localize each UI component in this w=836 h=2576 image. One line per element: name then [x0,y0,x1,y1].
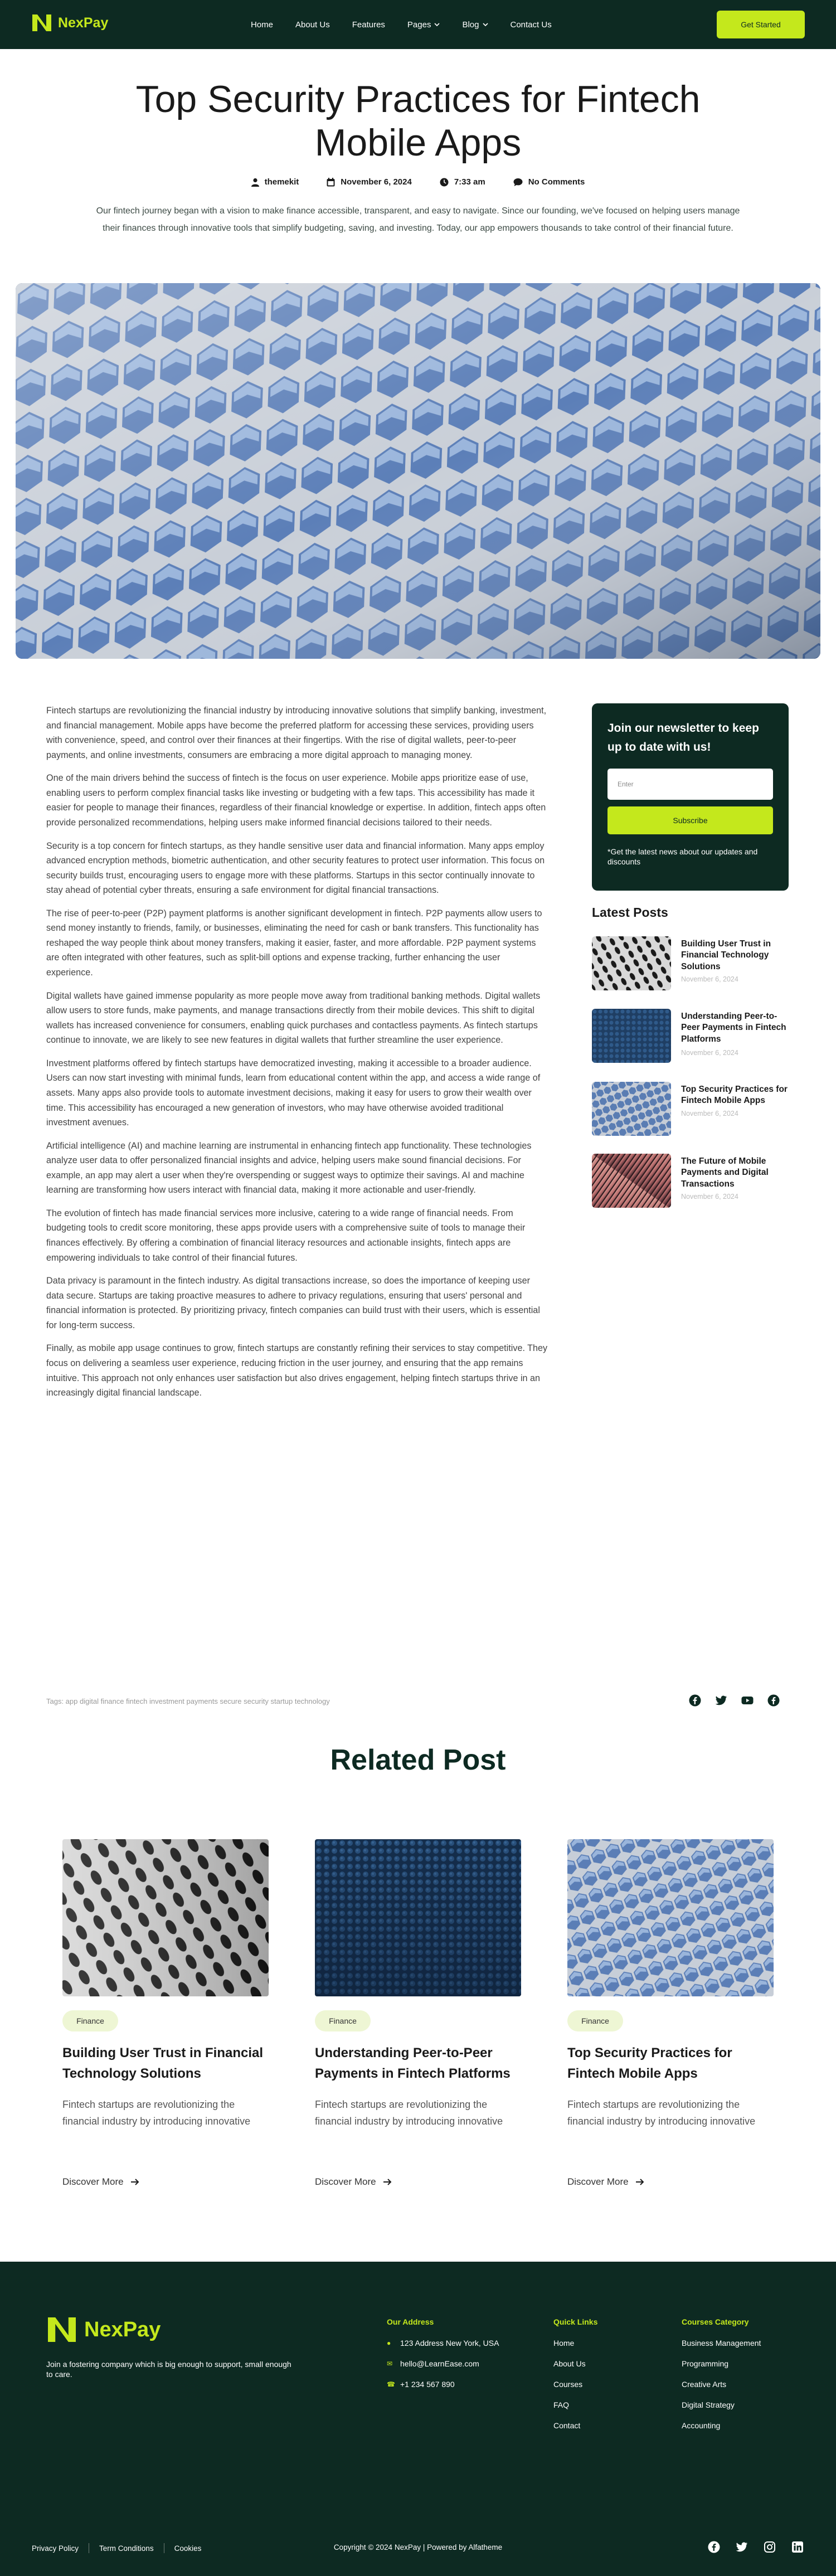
article-paragraph: The evolution of fintech has made financial services more inclusive, catering to a wide range of financial needs. From budgeting tools to credit score monitoring, these apps provide users with a comprehensive suite of tools to manage their finances effectively. By offering a combination of financial literacy resources and actionable insights, fintech apps are empowering individuals to take control of their financial futures. [46,1208,526,1263]
facebook-icon[interactable] [767,1694,780,1707]
footer-link[interactable]: Home [553,2339,575,2347]
discover-more-label: Discover More [62,2176,124,2187]
footer-link[interactable]: Courses [553,2380,583,2389]
footer-link[interactable]: Contact [553,2421,581,2430]
latest-post-title[interactable]: Building User Trust in Financial Technology Solutions [681,939,771,971]
article-body [46,703,548,1409]
footer-bottom-bar [0,2543,836,2560]
chevron-down-icon [483,23,488,27]
comments-count: No Comments [528,177,585,187]
latest-post-date: November 6, 2024 [681,1193,738,1200]
post-intro: Our fintech journey began with a vision to make finance accessible, transparent, and easy to navigate. Since our founding, we've focused on helping users manage their finances through innovative tools that simplify budgeting, saving, and investing. Today, our app empowers thousands to take control of their financial future. [96,206,740,234]
arrow-right-icon [635,2178,644,2186]
logo-text: NexPay [58,14,109,31]
related-card-excerpt: Fintech startups are revolutionizing the financial industry by introducing innovative [567,2099,756,2127]
nav-pages-label: Pages [407,20,431,30]
chevron-down-icon [434,23,440,27]
nav-blog-label: Blog [462,20,479,30]
site-footer [0,2262,836,2576]
legal-links [32,2543,201,2553]
arrow-right-icon [130,2178,139,2186]
footer-category-link[interactable]: Business Management [682,2339,761,2347]
hexagon-thumb [592,1082,671,1136]
logo-icon [31,13,52,32]
privacy-policy-link[interactable]: Privacy Policy [32,2544,79,2553]
footer-phone-text: +1 234 567 890 [400,2380,455,2389]
circles-facade-image [62,1839,269,1996]
logo-icon [46,2316,77,2344]
main-nav [251,0,552,49]
arrow-right-icon [383,2178,392,2186]
article-paragraph: Artificial intelligence (AI) and machine learning are instrumental in enhancing fintech app functionality. These technologies analyze user data to offer personalized financial insights and advice, helping users make sound financial decisions. For example, an app may alert a user when they're overspending or suggest ways to optimize their savings. AI and machine learning are transforming how users interact with financial data, making it more actionable and user-friendly. [46,1140,532,1195]
blue-tiles-thumb [592,1009,671,1063]
footer-address [387,2317,499,2400]
footer-email-text: hello@LearnEase.com [400,2359,479,2368]
circles-facade-thumb [592,936,671,990]
article-paragraph: Finally, as mobile app usage continues to grow, fintech startups are constantly refining their services to stay competitive. They focus on delivering a seamless user experience, reducing friction in the user journey, and ensuring that the app remains intuitive. This approach not only enhances user satisfaction but also drives engagement, helping fintech startups thrive in an increasingly digital financial landscape. [46,1343,548,1398]
footer-link[interactable]: FAQ [553,2400,570,2409]
meta-time [440,177,485,187]
footer-quick-links [553,2317,597,2442]
related-card-image [567,1839,774,1996]
hexagon-facade-image [567,1839,774,1996]
hexagon-facade-image [16,283,820,659]
nav-about[interactable]: About Us [295,20,330,30]
nav-features[interactable]: Features [352,20,385,30]
related-card-title[interactable]: Understanding Peer-to-Peer Payments in Fintech Platforms [315,2045,511,2082]
discover-more-label: Discover More [315,2176,376,2187]
nav-blog[interactable] [462,20,488,30]
footer-description: Join a fostering company which is big enough to support, small enough to care. [46,2360,291,2379]
post-title: Top Security Practices for Fintech Mobile Apps [135,78,701,164]
comment-icon [513,178,523,187]
latest-post-title[interactable]: The Future of Mobile Payments and Digital Transactions [681,1156,769,1189]
hero-image [16,283,820,659]
nav-home[interactable]: Home [251,20,274,30]
newsletter-note: *Get the latest news about our updates and discounts [607,847,758,867]
latest-post-thumbnail [592,1009,671,1063]
newsletter-title: Join our newsletter to keep up to date with us! [607,722,759,754]
latest-post-title[interactable]: Understanding Peer-to-Peer Payments in Fintech Platforms [681,1012,786,1044]
building-sunset-thumb [592,1154,671,1208]
related-card-excerpt: Fintech startups are revolutionizing the financial industry by introducing innovative [62,2099,251,2127]
latest-post-item[interactable] [592,1009,804,1065]
twitter-icon[interactable] [736,2541,748,2553]
footer-address-heading: Our Address [387,2317,434,2326]
discover-more-link[interactable] [62,2176,139,2188]
article-paragraph: One of the main drivers behind the success of fintech is the focus on user experience. Mobile apps prioritize ease of use, enabling users to perform complex financial tasks like investing or budgeting with a few taps. This accessibility has made it easier for people to manage their finances, regardless of their financial knowledge or expertise. In addition, fintech apps often provide personalized recommendations, helping users make informed financial decisions tailored to their needs. [46,773,546,828]
footer-categories [682,2317,761,2442]
linkedin-icon[interactable] [791,2541,804,2553]
nav-pages[interactable] [407,20,440,30]
phone-icon: ☎ [387,2380,395,2388]
map-pin-icon: ● [387,2339,391,2347]
meta-comments[interactable] [513,177,585,187]
latest-posts-heading: Latest Posts [592,905,668,920]
footer-phone[interactable] [387,2380,499,2389]
related-card[interactable] [567,1839,774,2201]
share-icons [689,1694,780,1707]
article-paragraph: Fintech startups are revolutionizing the financial industry by introducing innovative solutions that simplify banking, investment, and financial management. Mobile apps have become the preferred platform for accessing these services, providing users with convenience, speed, and control over their finances at their fingertips. With the rise of digital wallets, peer-to-peer payments, and online investments, consumers are embracing a more digital approach to managing money. [46,706,547,760]
article-paragraph: Investment platforms offered by fintech startups have democratized investing, making it accessible to a broader audience. Users can now start investing with minimal funds, learn from educational content within the app, and access a wide range of assets. Many apps also provide tools to automate investment decisions, making it easy for users to grow their wealth over time. This accessibility has encouraged a new generation of investors, who may have otherwise avoided traditional investment avenues. [46,1058,541,1128]
related-card-title[interactable]: Building User Trust in Financial Technology Solutions [62,2045,264,2082]
latest-post-item[interactable] [592,936,804,992]
subscribe-button[interactable]: Subscribe [607,806,773,834]
latest-post-date: November 6, 2024 [681,1049,738,1057]
meta-date [327,177,412,187]
post-date: November 6, 2024 [341,177,412,187]
latest-post-date: November 6, 2024 [681,975,738,983]
discover-more-label: Discover More [567,2176,629,2187]
footer-link[interactable]: About Us [553,2359,586,2368]
cookies-link[interactable]: Cookies [174,2544,202,2553]
footer-category-heading: Courses Category [682,2317,749,2326]
category-badge[interactable]: Finance [567,2010,623,2031]
meta-author[interactable] [251,177,299,187]
related-card-excerpt: Fintech startups are revolutionizing the financial industry by introducing innovative [315,2099,503,2127]
related-card-image [315,1839,521,1996]
instagram-icon[interactable] [764,2541,776,2553]
author-name: themekit [264,177,299,187]
footer-address-line [387,2339,499,2347]
latest-post-thumbnail [592,936,671,990]
youtube-icon[interactable] [741,1694,754,1707]
latest-post-item[interactable] [592,1154,804,1209]
twitter-icon[interactable] [715,1694,727,1707]
related-card[interactable] [315,1839,521,2201]
footer-quick-heading: Quick Links [553,2317,598,2326]
blue-tiles-image [315,1839,521,1996]
clock-icon [440,178,449,187]
user-icon [251,178,259,187]
category-badge[interactable]: Finance [62,2010,118,2031]
facebook-icon[interactable] [689,1694,701,1707]
newsletter-email-input[interactable]: Enter [607,769,773,800]
latest-post-thumbnail [592,1082,671,1136]
post-time: 7:33 am [454,177,485,187]
facebook-icon[interactable] [708,2541,720,2553]
copyright-text: Copyright © 2024 NexPay | Powered by Alfatheme [333,2543,503,2551]
related-card[interactable] [62,1839,269,2201]
nav-contact[interactable]: Contact Us [510,20,552,30]
footer-logo[interactable] [46,2316,161,2344]
category-badge[interactable]: Finance [315,2010,371,2031]
related-heading: Related Post [330,1744,506,1776]
related-card-title[interactable]: Top Security Practices for Fintech Mobile Apps [567,2045,732,2082]
latest-post-title[interactable]: Top Security Practices for Fintech Mobile Apps [681,1085,788,1106]
article-paragraph: Security is a top concern for fintech startups, as they handle sensitive user data and financial information. Many apps employ advanced encryption methods, biometric authentication, and other security features to protect user information. This focus on security builds trust, encouraging users to engage more with these platforms. Startups in this sector continually innovate to stay ahead of potential cyber threats, ensuring a safe environment for digital financial transactions. [46,840,545,896]
article-paragraph: Digital wallets have gained immense popularity as more people move away from traditional banking methods. Digital wallets allow users to store funds, make payments, and manage transactions directly from their mobile devices. This shift to digital wallets has increased convenience for consumers, enabling quick purchases and contactless payments. As fintech startups continue to innovate, we are likely to see new features in digital wallets that further streamline the user experience. [46,990,541,1046]
site-logo[interactable] [31,13,108,32]
article-paragraph: Data privacy is paramount in the fintech industry. As digital transactions increase, so does the importance of keeping user data secure. Startups are taking proactive measures to adhere to privacy regulations, ensuring that users' personal and financial information is protected. By prioritizing privacy, fintech companies can build trust with their users, which is essential for long-term success. [46,1276,540,1330]
article-paragraph: The rise of peer-to-peer (P2P) payment platforms is another significant development in fintech. P2P payments allow users to send money instantly to friends, family, or businesses, eliminating the need for cash or bank transfers. This functionality has reshaped the way people think about money transfers, making it easier, faster, and more affordable. P2P payment systems are often integrated with other features, such as split-bill options and expense tracking, further enhancing the user experience. [46,908,542,978]
post-tags: Tags: app digital finance fintech investment payments secure security startup technology [46,1697,330,1705]
footer-category-link[interactable]: Accounting [682,2421,721,2430]
footer-social-icons [708,2541,804,2553]
footer-address-text: 123 Address New York, USA [400,2339,499,2347]
mail-icon: ✉ [387,2360,393,2368]
latest-post-item[interactable] [592,1082,804,1138]
latest-post-date: November 6, 2024 [681,1110,738,1117]
site-header [0,0,836,49]
footer-category-link[interactable]: Digital Strategy [682,2400,735,2409]
terms-link[interactable]: Term Conditions [99,2544,154,2553]
footer-logo-text: NexPay [84,2317,161,2341]
post-meta [0,177,836,187]
get-started-button[interactable]: Get Started [717,11,805,38]
latest-post-thumbnail [592,1154,671,1208]
footer-category-link[interactable]: Creative Arts [682,2380,727,2389]
footer-category-link[interactable]: Programming [682,2359,729,2368]
calendar-icon [327,178,335,187]
discover-more-link[interactable] [315,2176,392,2188]
discover-more-link[interactable] [567,2176,644,2188]
related-card-image [62,1839,269,1996]
footer-email[interactable] [387,2359,499,2368]
newsletter-box [592,703,789,891]
